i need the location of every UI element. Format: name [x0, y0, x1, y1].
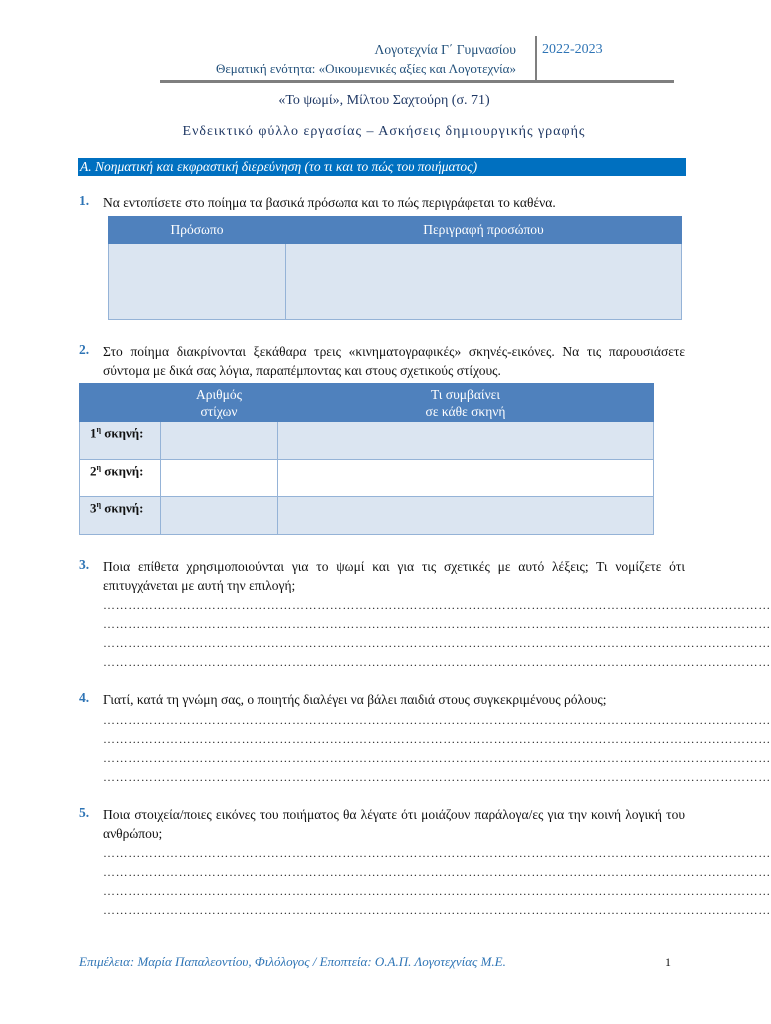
header-divider [535, 36, 537, 80]
scene-1-label: $1^\eta$ σκηνή: [80, 422, 161, 460]
persons-col-person: Πρόσωπο [109, 217, 286, 244]
answer-line[interactable]: …………………………………………………………………………………………………………………………………………… [103, 598, 771, 612]
persons-col-description: Περιγραφή προσώπου [286, 217, 682, 244]
answer-line[interactable]: …………………………………………………………………………………………………………………………………………… [103, 655, 771, 669]
header-year: 2022-2023 [542, 42, 603, 57]
answer-line[interactable]: …………………………………………………………………………………………………………………………………………… [103, 865, 771, 879]
scenes-col-verses-line2: στίχων [200, 403, 238, 419]
scene-1-verses[interactable] [161, 422, 278, 460]
answer-line[interactable]: …………………………………………………………………………………………………………………………………………… [103, 770, 771, 784]
question-4-number: 4. [79, 690, 90, 705]
answer-line[interactable]: …………………………………………………………………………………………………………………………………………… [103, 751, 771, 765]
question-2-number: 2. [79, 342, 90, 357]
question-4-text: Γιατί, κατά τη γνώμη σας, ο ποιητής διαλέγει να βάλει παιδιά στους συγκεκριμένους ρόλους; [103, 692, 607, 707]
scene-3-description[interactable] [278, 497, 654, 535]
scene-2-description[interactable] [278, 460, 654, 497]
scene-2-verses[interactable] [161, 460, 278, 497]
scenes-col-what-happens [278, 384, 654, 422]
scenes-col-blank [80, 384, 161, 422]
footer-credits: Επιμέλεια: Μαρία Παπαλεοντίου, Φιλόλογος / Εποπτεία: Ο.Α.Π. Λογοτεχνίας Μ.Ε. [79, 954, 506, 969]
answer-line[interactable]: …………………………………………………………………………………………………………………………………………… [103, 846, 771, 860]
header-rule [160, 80, 674, 83]
persons-cell-person[interactable] [109, 244, 286, 320]
scenes-col-verses-line1: Αριθμός [196, 386, 242, 402]
question-1-text: Να εντοπίσετε στο ποίημα τα βασικά πρόσωπα και το πώς περιγράφεται το καθένα. [103, 195, 556, 210]
answer-line[interactable]: …………………………………………………………………………………………………………………………………………… [103, 884, 771, 898]
scenes-table [79, 383, 654, 535]
section-a-heading: Α. Νοηματική και εκφραστική διερεύνηση (το τι και το πώς του ποιήματος) [78, 158, 686, 176]
scenes-col-what-line2: σε κάθε σκηνή [425, 403, 506, 419]
question-1-number: 1. [79, 193, 90, 208]
question-3-text: Ποια επίθετα χρησιμοποιούνται για το ψωμί και για τις σχετικές με αυτό λέξεις; Τι νομίζετε ότι επιτυγχάνεται με αυτή την επιλογή; [103, 559, 685, 593]
answer-line[interactable]: …………………………………………………………………………………………………………………………………………… [103, 732, 771, 746]
answer-line[interactable]: …………………………………………………………………………………………………………………………………………… [103, 617, 771, 631]
scene-3-label: $3^\eta$ σκηνή: [80, 497, 161, 535]
answer-line[interactable]: …………………………………………………………………………………………………………………………………………… [103, 903, 771, 917]
persons-cell-description[interactable] [286, 244, 682, 320]
scene-1-description[interactable] [278, 422, 654, 460]
question-3-number: 3. [79, 557, 90, 572]
question-5-text: Ποια στοιχεία/ποιες εικόνες του ποιήματος θα λέγατε ότι μοιάζουν παράλογα/ες για την κοινή λογική του ανθρώπου; [103, 807, 685, 841]
poem-title: «Το ψωμί», Μίλτου Σαχτούρη (σ. 71) [278, 93, 490, 108]
worksheet-title: Ενδεικτικό φύλλο εργασίας – Ασκήσεις δημιουργικής γραφής [182, 124, 586, 139]
persons-table [108, 216, 682, 320]
header-subject: Λογοτεχνία Γ΄ Γυμνασίου [374, 42, 516, 57]
scenes-col-what-line1: Τι συμβαίνει [431, 386, 500, 402]
answer-line[interactable]: …………………………………………………………………………………………………………………………………………… [103, 636, 771, 650]
page-number: 1 [665, 955, 671, 969]
header-unit: Θεματική ενότητα: «Οικουμενικές αξίες και Λογοτεχνία» [215, 61, 516, 76]
question-2-text: Στο ποίημα διακρίνονται ξεκάθαρα τρεις «κινηματογραφικές» σκηνές-εικόνες. Να τις παρουσιάσετε σύντομα με δικά σας λόγια, παραπέμποντας και στους σχετικούς στίχους. [103, 344, 685, 378]
scene-2-label: $2^\eta$ σκηνή: [80, 460, 161, 497]
scenes-col-verses [161, 384, 278, 422]
answer-line[interactable]: …………………………………………………………………………………………………………………………………………… [103, 713, 771, 727]
scene-3-verses[interactable] [161, 497, 278, 535]
question-5-number: 5. [79, 805, 90, 820]
